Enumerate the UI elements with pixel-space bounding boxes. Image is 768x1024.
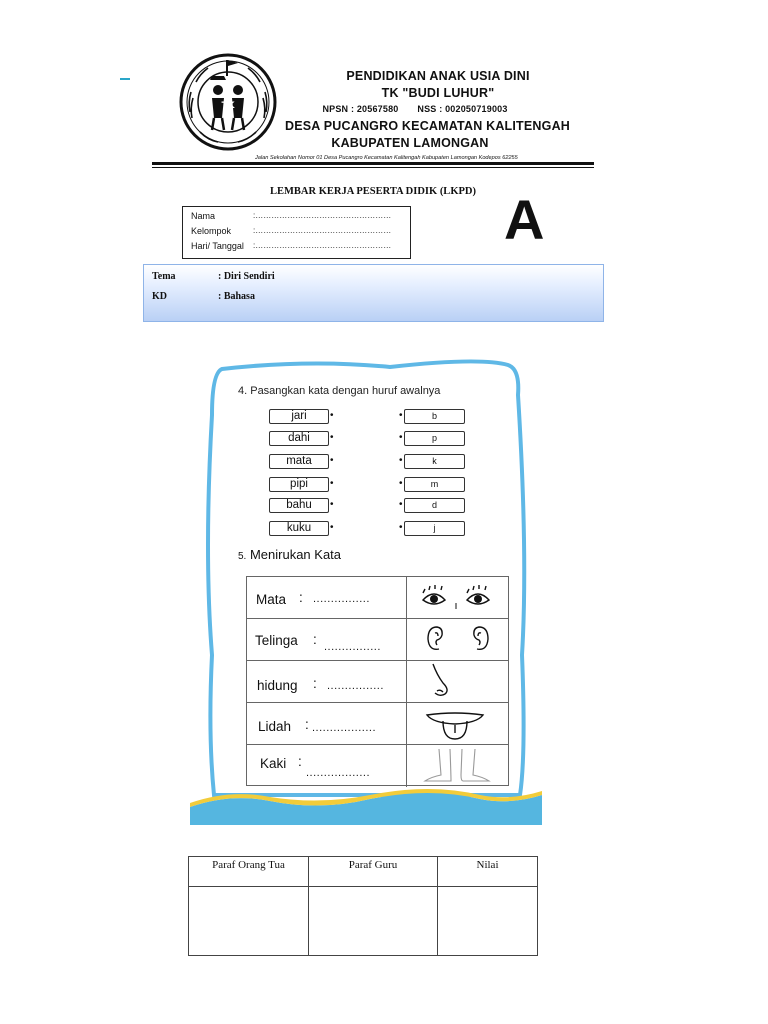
- header-line-5: KABUPATEN LAMONGAN: [331, 136, 489, 150]
- tongue-icon: [406, 703, 508, 745]
- table-row: [247, 745, 508, 787]
- table-row: [247, 619, 508, 661]
- school-address: Jalan Sekolahan Nomor 01 Desa Pucangro Kecamatan Kalitengah Kabupaten Lamongan Kodepos 62255: [255, 155, 518, 161]
- answer-blank[interactable]: ..................: [306, 767, 371, 779]
- exercise4-title: 4. Pasangkan kata dengan huruf awalnya: [238, 385, 441, 397]
- header-rule: [152, 162, 594, 165]
- row-colon: :: [299, 590, 303, 605]
- kd-value: : Bahasa: [218, 291, 255, 302]
- header-line-4: DESA PUCANGRO KECAMATAN KALITENGAH: [285, 119, 571, 133]
- connector-dot[interactable]: •: [330, 499, 334, 510]
- row-label: hidung: [257, 678, 298, 693]
- signature-table: [188, 856, 538, 956]
- svg-text:TK: TK: [221, 101, 235, 111]
- table-row: [247, 703, 508, 745]
- connector-dot[interactable]: •: [330, 455, 334, 466]
- answer-blank[interactable]: ................: [313, 593, 370, 605]
- accent-dash: [120, 78, 130, 80]
- identity-label: Nama: [191, 211, 216, 221]
- match-letter[interactable]: k: [404, 454, 465, 469]
- identity-blank[interactable]: :……………………………………………: [253, 211, 392, 220]
- match-word[interactable]: pipi: [269, 477, 329, 492]
- worksheet-title: LEMBAR KERJA PESERTA DIDIK (LKPD): [270, 186, 476, 197]
- signature-row: [189, 887, 538, 956]
- identity-label: Kelompok: [191, 226, 232, 236]
- ears-icon: [406, 619, 508, 661]
- match-letter[interactable]: b: [404, 409, 465, 424]
- match-word[interactable]: dahi: [269, 431, 329, 446]
- connector-dot[interactable]: •: [399, 410, 403, 421]
- identity-blank[interactable]: :……………………………………………: [253, 241, 392, 250]
- exercise5-number: 5.: [238, 551, 247, 562]
- connector-dot[interactable]: •: [330, 478, 334, 489]
- row-label: Kaki: [260, 756, 287, 771]
- table-row: [247, 577, 508, 619]
- identity-label: Hari/ Tanggal: [191, 241, 244, 251]
- connector-dot[interactable]: •: [330, 522, 334, 533]
- match-word[interactable]: mata: [269, 454, 329, 469]
- signature-header-row: [189, 857, 538, 887]
- theme-row: [152, 271, 275, 282]
- connector-dot[interactable]: •: [399, 432, 403, 443]
- connector-dot[interactable]: •: [399, 522, 403, 533]
- teacher-signature-cell[interactable]: [309, 887, 438, 956]
- connector-dot[interactable]: •: [399, 478, 403, 489]
- imitate-table: [246, 576, 509, 786]
- exercise5-title: [238, 547, 341, 562]
- answer-blank[interactable]: ..................: [312, 722, 377, 734]
- parent-signature-header: Paraf Orang Tua: [189, 857, 309, 887]
- connector-dot[interactable]: •: [399, 455, 403, 466]
- connector-dot[interactable]: •: [399, 499, 403, 510]
- identity-box: [182, 206, 411, 259]
- row-colon: :: [313, 676, 317, 691]
- header-rule-thin: [152, 167, 594, 168]
- row-label: Lidah: [258, 719, 292, 734]
- kd-row: [152, 291, 255, 302]
- row-colon: :: [313, 632, 317, 647]
- exercise5-label: Menirukan Kata: [249, 547, 342, 562]
- connector-dot[interactable]: •: [330, 410, 334, 421]
- identity-row-group: [191, 226, 391, 236]
- teacher-signature-header: Paraf Guru: [309, 857, 438, 887]
- row-colon: :: [298, 754, 302, 769]
- score-cell[interactable]: [438, 887, 538, 956]
- identity-blank[interactable]: :……………………………………………: [253, 226, 392, 235]
- theme-box: [143, 264, 604, 322]
- connector-dot[interactable]: •: [330, 432, 334, 443]
- header-npsn: NPSN : 20567580 NSS : 002050719003: [322, 104, 508, 114]
- answer-blank[interactable]: ................: [327, 680, 384, 692]
- eyes-icon: [406, 577, 508, 619]
- header-line-1: PENDIDIKAN ANAK USIA DINI: [346, 69, 530, 83]
- theme-value: : Diri Sendiri: [218, 271, 275, 282]
- match-word[interactable]: kuku: [269, 521, 329, 536]
- table-row: [247, 661, 508, 703]
- row-label: Mata: [256, 592, 287, 607]
- match-letter[interactable]: d: [404, 498, 465, 513]
- match-word[interactable]: jari: [269, 409, 329, 424]
- answer-blank[interactable]: ................: [324, 641, 381, 653]
- feet-icon: [406, 745, 508, 787]
- match-word[interactable]: bahu: [269, 498, 329, 513]
- match-letter[interactable]: p: [404, 431, 465, 446]
- identity-row-date: [191, 241, 391, 251]
- parent-signature-cell[interactable]: [189, 887, 309, 956]
- school-logo: [178, 52, 278, 152]
- set-letter: A: [504, 188, 545, 251]
- header-line-2: TK "BUDI LUHUR": [381, 86, 495, 100]
- kd-label: KD: [152, 291, 167, 302]
- theme-label: Tema: [152, 271, 176, 282]
- nose-icon: [406, 661, 508, 703]
- identity-row-name: [191, 211, 391, 221]
- row-label: Telinga: [255, 633, 298, 648]
- match-letter[interactable]: m: [404, 477, 465, 492]
- row-colon: :: [305, 717, 309, 732]
- match-letter[interactable]: j: [404, 521, 465, 536]
- score-header: Nilai: [438, 857, 538, 887]
